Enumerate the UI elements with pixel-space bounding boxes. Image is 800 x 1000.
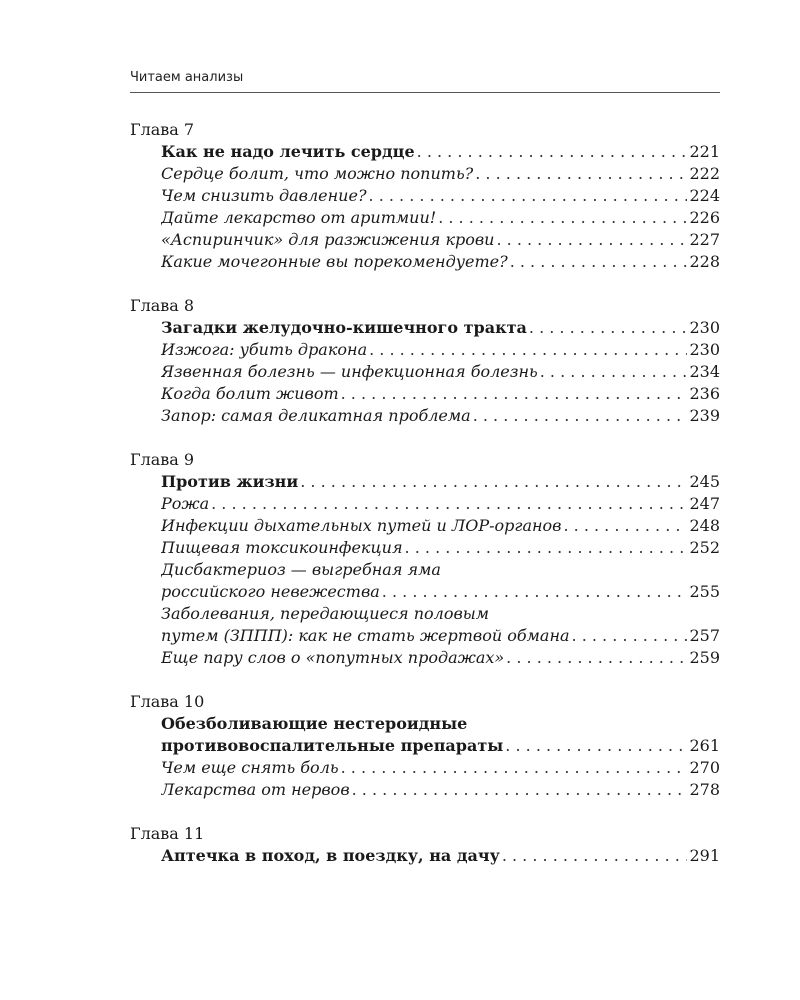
- toc-entry-title: Заболевания, передающиеся половым: [161, 604, 490, 623]
- dot-leader: [369, 185, 688, 207]
- toc-entry-line: [161, 713, 720, 735]
- toc-entry[interactable]: [161, 845, 720, 867]
- dot-leader: [352, 779, 688, 801]
- toc-page-number: 221: [689, 142, 720, 161]
- toc-page-number: 270: [689, 758, 720, 777]
- toc-page-number: 248: [689, 516, 720, 535]
- toc-entry-line: [161, 603, 720, 625]
- toc-entry[interactable]: [161, 361, 720, 383]
- toc-entry-line: [161, 361, 720, 383]
- toc-entry-title: противовоспалительные препараты: [161, 736, 504, 755]
- dot-leader: [505, 735, 687, 757]
- toc-entry-line: [161, 581, 720, 603]
- dot-leader: [510, 251, 688, 273]
- toc-entry[interactable]: [161, 207, 720, 229]
- dot-leader: [506, 647, 687, 669]
- toc-entry-line: [161, 207, 720, 229]
- chapter-label: Глава 7: [130, 120, 195, 139]
- toc-entry-line: [161, 559, 720, 581]
- running-header: Читаем анализы: [130, 70, 244, 85]
- toc-entry[interactable]: [161, 471, 720, 493]
- dot-leader: [341, 383, 688, 405]
- toc-page-number: 291: [689, 846, 720, 865]
- toc-entry-line: [161, 141, 720, 163]
- toc-entry[interactable]: [161, 559, 720, 603]
- toc-page-number: 228: [689, 252, 720, 271]
- toc-entry-line: [161, 735, 720, 757]
- toc-page-number: 227: [689, 230, 720, 249]
- toc-entry-title: Инфекции дыхательных путей и ЛОР-органов: [161, 516, 562, 535]
- toc-entry[interactable]: [161, 405, 720, 427]
- chapter-section: [130, 119, 720, 273]
- toc-entry-line: [161, 625, 720, 647]
- toc-entry-title: Запор: самая деликатная проблема: [161, 406, 471, 425]
- chapter-section: [130, 823, 720, 867]
- dot-leader: [563, 515, 687, 537]
- toc-entry-title: Рожа: [161, 494, 210, 513]
- toc-entry-title: Чем еще снять боль: [161, 758, 339, 777]
- toc-entry-title: Изжога: убить дракона: [161, 340, 368, 359]
- table-of-contents: [130, 119, 720, 889]
- toc-page-number: 255: [689, 582, 720, 601]
- toc-entry-title: Против жизни: [161, 472, 299, 491]
- toc-entry-line: [161, 339, 720, 361]
- toc-entry-title: путем (ЗППП): как не стать жертвой обмана: [161, 626, 570, 645]
- toc-page-number: 239: [689, 406, 720, 425]
- dot-leader: [572, 625, 688, 647]
- toc-entry[interactable]: [161, 185, 720, 207]
- toc-entry[interactable]: [161, 537, 720, 559]
- dot-leader: [438, 207, 687, 229]
- toc-entry-line: [161, 647, 720, 669]
- toc-entry-line: [161, 471, 720, 493]
- toc-entry-line: [161, 163, 720, 185]
- toc-entry-title: Язвенная болезнь — инфекционная болезнь: [161, 362, 538, 381]
- toc-entry-title: российского невежества: [161, 582, 380, 601]
- header-divider: [130, 92, 720, 93]
- dot-leader: [496, 229, 687, 251]
- toc-entry-title: Сердце болит, что можно попить?: [161, 164, 474, 183]
- toc-entry[interactable]: [161, 713, 720, 757]
- chapter-section: [130, 295, 720, 427]
- toc-page-number: 261: [689, 736, 720, 755]
- toc-entry[interactable]: [161, 383, 720, 405]
- toc-page-number: 226: [689, 208, 720, 227]
- dot-leader: [369, 339, 687, 361]
- toc-page-number: 224: [689, 186, 720, 205]
- dot-leader: [529, 317, 688, 339]
- toc-page-number: 257: [689, 626, 720, 645]
- toc-page-number: 252: [689, 538, 720, 557]
- toc-entry-title: Когда болит живот: [161, 384, 339, 403]
- dot-leader: [341, 757, 688, 779]
- toc-entry[interactable]: [161, 515, 720, 537]
- chapter-section: [130, 691, 720, 801]
- toc-entry-line: [161, 493, 720, 515]
- toc-entry[interactable]: [161, 757, 720, 779]
- toc-entry-line: [161, 779, 720, 801]
- toc-page-number: 245: [689, 472, 720, 491]
- toc-entry[interactable]: [161, 229, 720, 251]
- toc-entry-line: [161, 515, 720, 537]
- toc-entry-title: Обезболивающие нестероидные: [161, 714, 468, 733]
- chapter-label: Глава 8: [130, 296, 195, 315]
- toc-entry-title: Чем снизить давление?: [161, 186, 367, 205]
- toc-page-number: 230: [689, 340, 720, 359]
- chapter-section: [130, 449, 720, 669]
- toc-entry-line: [161, 251, 720, 273]
- toc-entry-line: [161, 229, 720, 251]
- toc-entry-title: Загадки желудочно-кишечного тракта: [161, 318, 527, 337]
- toc-entry-title: Как не надо лечить сердце: [161, 142, 415, 161]
- toc-entry-title: Дайте лекарство от аритмии!: [161, 208, 437, 227]
- toc-entry-title: Лекарства от нервов: [161, 780, 350, 799]
- chapter-label: Глава 11: [130, 824, 205, 843]
- dot-leader: [405, 537, 688, 559]
- dot-leader: [475, 163, 687, 185]
- toc-entry-line: [161, 537, 720, 559]
- toc-entry-line: [161, 757, 720, 779]
- dot-leader: [300, 471, 687, 493]
- toc-page-number: 222: [689, 164, 720, 183]
- toc-entry-title: Пищевая токсикоинфекция: [161, 538, 403, 557]
- toc-entry-title: Аптечка в поход, в поездку, на дачу: [161, 846, 500, 865]
- toc-entry[interactable]: [161, 141, 720, 163]
- toc-entry[interactable]: [161, 339, 720, 361]
- toc-entry[interactable]: [161, 603, 720, 647]
- toc-page-number: 247: [689, 494, 720, 513]
- toc-entry-line: [161, 317, 720, 339]
- dot-leader: [473, 405, 688, 427]
- toc-page-number: 278: [689, 780, 720, 799]
- toc-entry[interactable]: [161, 251, 720, 273]
- dot-leader: [382, 581, 688, 603]
- dot-leader: [417, 141, 688, 163]
- toc-page-number: 236: [689, 384, 720, 403]
- toc-entry-title: Еще пару слов о «попутных продажах»: [161, 648, 505, 667]
- toc-entry-title: Какие мочегонные вы порекомендуете?: [161, 252, 508, 271]
- toc-entry[interactable]: [161, 779, 720, 801]
- toc-entry-line: [161, 845, 720, 867]
- toc-entry-title: «Аспиринчик» для разжижения крови: [161, 230, 495, 249]
- toc-entry[interactable]: [161, 493, 720, 515]
- dot-leader: [540, 361, 688, 383]
- toc-entry[interactable]: [161, 647, 720, 669]
- toc-entry[interactable]: [161, 163, 720, 185]
- toc-entry-line: [161, 185, 720, 207]
- chapter-label: Глава 9: [130, 450, 195, 469]
- toc-entry-title: Дисбактериоз — выгребная яма: [161, 560, 441, 579]
- dot-leader: [502, 845, 688, 867]
- toc-page-number: 259: [689, 648, 720, 667]
- toc-entry-line: [161, 383, 720, 405]
- dot-leader: [211, 493, 687, 515]
- toc-entry[interactable]: [161, 317, 720, 339]
- chapter-label: Глава 10: [130, 692, 205, 711]
- toc-entry-line: [161, 405, 720, 427]
- toc-page-number: 230: [689, 318, 720, 337]
- toc-page-number: 234: [689, 362, 720, 381]
